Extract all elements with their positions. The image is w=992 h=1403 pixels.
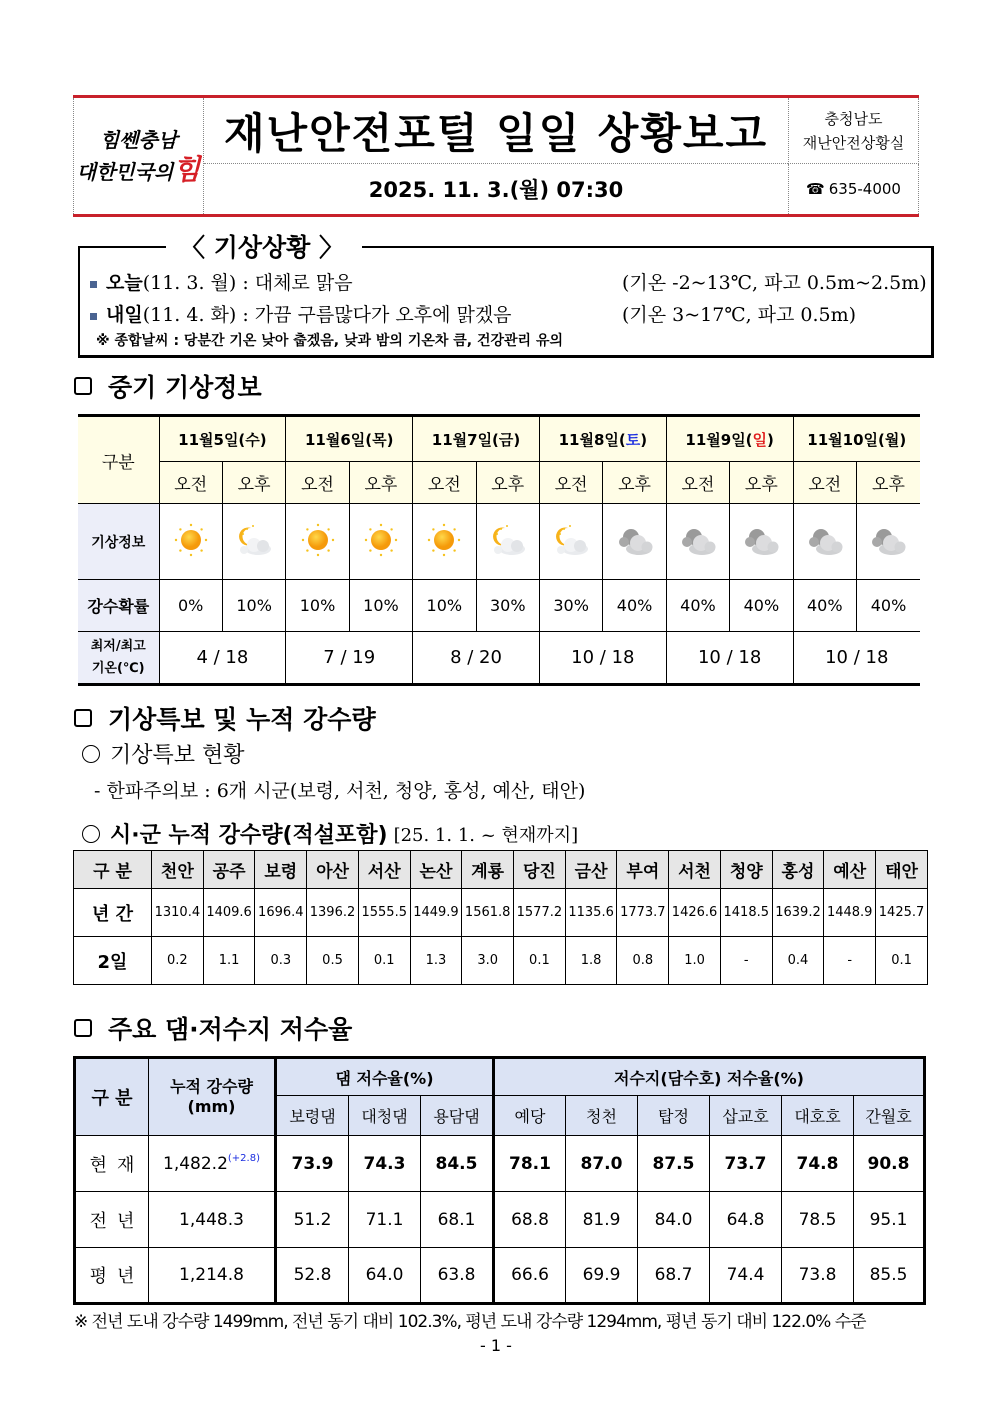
- precip-probability: 30%: [539, 580, 602, 632]
- reservoir-storage-rate: 73.7: [710, 1136, 782, 1192]
- region-header: 서산: [358, 851, 410, 889]
- rainfall-value: 1310.4: [152, 889, 204, 937]
- dam-name-header: 용담댐: [421, 1096, 494, 1136]
- ampm-header: 오전: [666, 462, 729, 504]
- rainfall-header-row: [74, 851, 928, 889]
- dam-name-header: 보령댐: [276, 1096, 349, 1136]
- precip-probability: 40%: [793, 580, 856, 632]
- precip-probability: 40%: [730, 580, 793, 632]
- forecast-day-header: 11월8일(토): [539, 416, 666, 462]
- rainfall-value: 3.0: [462, 937, 514, 985]
- forecast-temp-row: [78, 632, 920, 685]
- rainfall-value: 1773.7: [617, 889, 669, 937]
- forecast-ampm-row: [78, 462, 920, 504]
- cloudy-icon: [793, 504, 856, 580]
- cold-wave-advisory: - 한파주의보 : 6개 시군(보령, 서천, 청양, 홍성, 예산, 태안): [94, 780, 586, 802]
- min-max-temp: 8 / 20: [413, 632, 540, 685]
- rainfall-value: 0.2: [152, 937, 204, 985]
- report-datetime: 2025. 11. 3.(월) 07:30: [368, 178, 624, 202]
- reservoir-storage-rate: 64.8: [710, 1192, 782, 1248]
- partly-cloudy-icon: [539, 504, 602, 580]
- reservoir-name-header: 청천: [566, 1096, 638, 1136]
- sunny-icon: [413, 504, 476, 580]
- partly-cloudy-icon: [222, 504, 285, 580]
- cloudy-icon: [730, 504, 793, 580]
- rainfall-value: 1426.6: [669, 889, 721, 937]
- dam-storage-rate: 73.9: [276, 1136, 349, 1192]
- rainfall-value: 1561.8: [462, 889, 514, 937]
- weather-summary-title: 〈 기상상황 〉: [166, 228, 362, 264]
- region-header: 공주: [203, 851, 255, 889]
- dam-storage-rate: 52.8: [276, 1248, 349, 1304]
- day-of-week: 수: [245, 430, 260, 449]
- gubun-header: 구분: [78, 416, 159, 504]
- day-of-week: 금: [498, 430, 514, 449]
- weather-note: ※ 종합날씨 : 당분간 기온 낮아 춥겠음, 낮과 밤의 기온차 큼, 건강관리 유의: [96, 333, 564, 349]
- cumulative-rainfall-header: 누적 강수량 (mm): [149, 1058, 276, 1136]
- reservoir-storage-rate: 78.1: [494, 1136, 566, 1192]
- partly-cloudy-icon: [476, 504, 539, 580]
- region-header: 보령: [255, 851, 307, 889]
- min-max-temp: 10 / 18: [539, 632, 666, 685]
- ampm-header: 오후: [349, 462, 412, 504]
- org-line1: 충청남도: [824, 109, 883, 128]
- weather-summary-box: [78, 233, 934, 358]
- reservoir-name-header: 대호호: [782, 1096, 854, 1136]
- day-of-week: 일: [752, 430, 768, 449]
- logo-line2: 대한민국의힘: [76, 153, 201, 186]
- ampm-header: 오후: [730, 462, 793, 504]
- sunny-icon: [159, 504, 222, 580]
- rainfall-value: 1409.6: [203, 889, 255, 937]
- reservoir-row: [75, 1192, 925, 1248]
- dam-storage-rate: 74.3: [349, 1136, 421, 1192]
- region-header: 예산: [824, 851, 876, 889]
- reservoir-storage-rate: 73.8: [782, 1248, 854, 1304]
- rainfall-value: 1639.2: [772, 889, 824, 937]
- reservoir-name-header: 간월호: [854, 1096, 925, 1136]
- rainfall-value: -: [824, 937, 876, 985]
- contact-phone: [788, 164, 919, 214]
- min-max-temp: 10 / 18: [793, 632, 920, 685]
- precip-probability: 40%: [666, 580, 729, 632]
- organization: [788, 98, 919, 164]
- cloudy-icon: [666, 504, 729, 580]
- org-line2: 재난안전상황실: [802, 133, 905, 152]
- logo-accent: 힘: [173, 153, 201, 186]
- ampm-header: 오후: [603, 462, 666, 504]
- reservoir-group-header: 저수지(담수호) 저수율(%): [494, 1058, 925, 1096]
- region-header: 당진: [514, 851, 566, 889]
- precip-probability: 0%: [159, 580, 222, 632]
- precip-probability: 40%: [856, 580, 920, 632]
- dam-storage-rate: 51.2: [276, 1192, 349, 1248]
- ampm-header: 오전: [286, 462, 349, 504]
- day-of-week: 목: [372, 430, 387, 449]
- dam-storage-rate: 84.5: [421, 1136, 494, 1192]
- dam-group-header: 댐 저수율(%): [276, 1058, 494, 1096]
- reservoir-storage-rate: 68.7: [638, 1248, 710, 1304]
- reservoir-storage-rate: 66.6: [494, 1248, 566, 1304]
- region-header: 태안: [876, 851, 928, 889]
- ampm-header: 오전: [159, 462, 222, 504]
- ampm-header: 오후: [222, 462, 285, 504]
- reservoir-section-title: 주요 댐·저수지 저수율: [74, 1010, 352, 1046]
- dam-storage-rate: 68.1: [421, 1192, 494, 1248]
- phone-number: 635-4000: [828, 180, 901, 198]
- rainfall-value: 0.1: [358, 937, 410, 985]
- region-header: 논산: [410, 851, 462, 889]
- region-header: 금산: [565, 851, 617, 889]
- forecast-day-header: 11월6일(목): [286, 416, 413, 462]
- weather-today: 오늘(11. 3. 월) : 대체로 맑음 (기온 -2~13℃, 파고 0.5m~2.5m): [90, 268, 353, 295]
- forecast-day-header: 11월10일(월): [793, 416, 920, 462]
- rainfall-value: 1555.5: [358, 889, 410, 937]
- cloudy-icon: [603, 504, 666, 580]
- page-number: - 1 -: [480, 1336, 512, 1355]
- precip-probability: 10%: [222, 580, 285, 632]
- ampm-header: 오후: [476, 462, 539, 504]
- forecast-section-title: 중기 기상정보: [74, 368, 262, 404]
- reservoir-storage-rate: 68.8: [494, 1192, 566, 1248]
- rainfall-value: 1418.5: [720, 889, 772, 937]
- reservoir-group-row: [75, 1058, 925, 1096]
- bullet-icon: [90, 313, 97, 320]
- logo-line1: 힘쎈충남: [99, 128, 178, 152]
- cumulative-rainfall: $1,482.2^{(+2.8)}$: [149, 1136, 276, 1192]
- sunny-icon: [349, 504, 412, 580]
- dam-name-header: 대청댐: [349, 1096, 421, 1136]
- gubun-header: 구 분: [75, 1058, 149, 1136]
- rainfall-row-label: 년 간: [74, 889, 152, 937]
- forecast-table: [78, 414, 920, 686]
- rainfall-value: 1.0: [669, 937, 721, 985]
- sunny-icon: [286, 504, 349, 580]
- day-of-week: 월: [884, 430, 900, 449]
- reservoir-storage-rate: 90.8: [854, 1136, 925, 1192]
- precip-probability: 10%: [413, 580, 476, 632]
- row-label-temp: 최저/최고 기온(℃): [78, 632, 159, 685]
- region-header: 청양: [720, 851, 772, 889]
- checkbox-square-icon: [74, 377, 92, 395]
- circle-bullet-icon: [82, 745, 100, 763]
- rainfall-table: [73, 850, 928, 985]
- rainfall-value: 1396.2: [307, 889, 359, 937]
- rainfall-value: 1449.9: [410, 889, 462, 937]
- forecast-day-header: 11월5일(수): [159, 416, 286, 462]
- ampm-header: 오전: [539, 462, 602, 504]
- ampm-header: 오후: [856, 462, 920, 504]
- gubun-header: 구 분: [74, 851, 152, 889]
- circle-bullet-icon: [82, 825, 100, 843]
- weather-tomorrow-detail: (기온 3~17℃, 파고 0.5m): [622, 304, 857, 326]
- reservoir-table: [73, 1056, 926, 1305]
- dam-storage-rate: 63.8: [421, 1248, 494, 1304]
- rainfall-value: 0.5: [307, 937, 359, 985]
- reservoir-row-label: 현재: [75, 1136, 149, 1192]
- reservoir-storage-rate: 69.9: [566, 1248, 638, 1304]
- reservoir-storage-rate: 78.5: [782, 1192, 854, 1248]
- row-label-precip: 강수확률: [78, 580, 159, 632]
- reservoir-row-label: 전년: [75, 1192, 149, 1248]
- reservoir-footnote: ※ 전년 도내 강수량 1499mm, 전년 동기 대비 102.3%, 평년 도내 강수량 1294mm, 평년 동기 대비 122.0% 수준: [74, 1312, 866, 1332]
- reservoir-storage-rate: 81.9: [566, 1192, 638, 1248]
- rainfall-value: -: [720, 937, 772, 985]
- min-max-temp: 4 / 18: [159, 632, 286, 685]
- rainfall-value: 0.8: [617, 937, 669, 985]
- reservoir-name-header: 예당: [494, 1096, 566, 1136]
- reservoir-row: [75, 1248, 925, 1304]
- forecast-day-row: [78, 416, 920, 462]
- region-header: 서천: [669, 851, 721, 889]
- reservoir-storage-rate: 74.8: [782, 1136, 854, 1192]
- region-header: 계룡: [462, 851, 514, 889]
- rainfall-value: 1.8: [565, 937, 617, 985]
- rainfall-delta: (+2.8): [227, 1153, 260, 1164]
- forecast-precip-row: [78, 580, 920, 632]
- rainfall-value: 1.1: [203, 937, 255, 985]
- forecast-day-header: 11월7일(금): [413, 416, 540, 462]
- region-header: 아산: [307, 851, 359, 889]
- dam-storage-rate: 64.0: [349, 1248, 421, 1304]
- reservoir-row-label: 평년: [75, 1248, 149, 1304]
- warning-status-title: 기상특보 현황: [82, 738, 245, 769]
- rainfall-row-label: 2일: [74, 937, 152, 985]
- reservoir-storage-rate: 84.0: [638, 1192, 710, 1248]
- rainfall-value: 1425.7: [876, 889, 928, 937]
- rainfall-value: 0.1: [514, 937, 566, 985]
- checkbox-square-icon: [74, 1019, 92, 1037]
- reservoir-storage-rate: 85.5: [854, 1248, 925, 1304]
- cumulative-rainfall: 1,448.3: [149, 1192, 276, 1248]
- report-title: 재난안전포털 일일 상황보고: [204, 98, 788, 164]
- min-max-temp: 10 / 18: [666, 632, 793, 685]
- precip-probability: 10%: [349, 580, 412, 632]
- reservoir-name-header: 삽교호: [710, 1096, 782, 1136]
- reservoir-storage-rate: 87.5: [638, 1136, 710, 1192]
- rainfall-value: 0.1: [876, 937, 928, 985]
- report-header: [73, 95, 919, 217]
- region-header: 부여: [617, 851, 669, 889]
- rainfall-title: 시·군 누적 강수량(적설포함) [25. 1. 1. ~ 현재까지]: [82, 818, 578, 849]
- cumulative-rainfall: 1,214.8: [149, 1248, 276, 1304]
- reservoir-storage-rate: 95.1: [854, 1192, 925, 1248]
- rainfall-value: 0.3: [255, 937, 307, 985]
- weather-today-detail: (기온 -2~13℃, 파고 0.5m~2.5m): [622, 272, 927, 294]
- bullet-icon: [90, 281, 97, 288]
- min-max-temp: 7 / 19: [286, 632, 413, 685]
- forecast-icon-row: [78, 504, 920, 580]
- warnings-section-title: 기상특보 및 누적 강수량: [74, 700, 376, 736]
- reservoir-name-header: 탑정: [638, 1096, 710, 1136]
- dam-storage-rate: 71.1: [349, 1192, 421, 1248]
- phone-icon: ☎: [806, 180, 825, 198]
- rainfall-value: 1135.6: [565, 889, 617, 937]
- precip-probability: 40%: [603, 580, 666, 632]
- ampm-header: 오전: [413, 462, 476, 504]
- rainfall-value: 1.3: [410, 937, 462, 985]
- checkbox-square-icon: [74, 709, 92, 727]
- row-label-weather: 기상정보: [78, 504, 159, 580]
- rainfall-value: 1696.4: [255, 889, 307, 937]
- rainfall-date-range: [25. 1. 1. ~ 현재까지]: [393, 824, 579, 846]
- region-header: 홍성: [772, 851, 824, 889]
- rainfall-row: [74, 889, 928, 937]
- precip-probability: 30%: [476, 580, 539, 632]
- weather-tomorrow: 내일(11. 4. 화) : 가끔 구름많다가 오후에 맑겠음 (기온 3~17℃, 파고 0.5m): [90, 300, 512, 327]
- cloudy-icon: [856, 504, 920, 580]
- ampm-header: 오전: [793, 462, 856, 504]
- reservoir-storage-rate: 74.4: [710, 1248, 782, 1304]
- slogan-logo: [73, 98, 204, 214]
- precip-probability: 10%: [286, 580, 349, 632]
- rainfall-value: 1448.9: [824, 889, 876, 937]
- day-of-week: 토: [625, 430, 641, 449]
- rainfall-value: 0.4: [772, 937, 824, 985]
- rainfall-row: [74, 937, 928, 985]
- reservoir-storage-rate: 87.0: [566, 1136, 638, 1192]
- reservoir-row: [75, 1136, 925, 1192]
- forecast-day-header: 11월9일(일): [666, 416, 793, 462]
- region-header: 천안: [152, 851, 204, 889]
- rainfall-value: 1577.2: [514, 889, 566, 937]
